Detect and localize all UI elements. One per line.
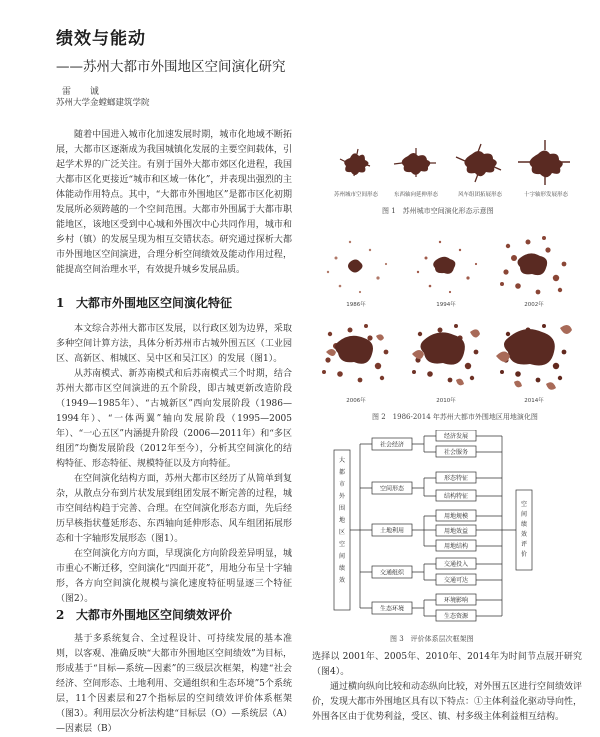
system-label: 社会经济 — [379, 441, 405, 449]
factor-box — [436, 490, 476, 501]
figure-3-caption: 图 3 评价体系层次框架图 — [390, 635, 474, 643]
form-1-image — [340, 149, 370, 176]
map-year-label: 1994年 — [436, 302, 456, 308]
target-label: 大都市外围地区空间绩效 — [338, 457, 346, 584]
factor-label: 用地效益 — [443, 527, 469, 535]
figure-1 — [312, 128, 582, 204]
intro-block — [56, 128, 292, 278]
section-2-heading — [56, 606, 232, 623]
system-box-ecology — [372, 602, 412, 614]
factor-label: 用地结构 — [443, 542, 469, 550]
factor-label: 形态特征 — [443, 474, 469, 482]
section-2-body — [56, 632, 292, 737]
system-label: 土地利用 — [379, 527, 405, 535]
map-year-label: 2010年 — [436, 398, 456, 404]
factor-label: 环境影响 — [443, 596, 469, 604]
factor-box — [436, 510, 476, 521]
map-1994 — [417, 241, 477, 293]
factor-box — [436, 574, 476, 585]
article-subtitle: ——苏州大都市外围地区空间演化研究 — [56, 59, 286, 75]
form-2-image — [394, 148, 436, 177]
factor-label: 用地规模 — [443, 512, 469, 520]
figure-2-caption: 图 2 1986-2014 年苏州大都市外围地区用地演化图 — [372, 413, 538, 421]
system-label: 生态环境 — [379, 605, 405, 613]
factor-box — [436, 525, 476, 536]
system-label: 交通组织 — [379, 569, 405, 577]
map-2014 — [496, 324, 572, 390]
section-1-paragraph: 从苏南模式、新苏南模式和后苏南模式三个时期，结合苏州大都市区空间演进的五个阶段，即古城更新改造阶段（1949—1985年）、“古城新区”西向发展阶段（1986—1994年）、“一体两翼”轴向发展阶段（1995—2005年）、“一心五区”内涵提升阶段（2006—2011年）和“多区组团”均衡发展阶段（2012年至今），分析其空间演化的结构特征、形态特征、规模特征以及方向特征。 — [56, 369, 292, 469]
factor-label: 生态资源 — [443, 612, 469, 620]
map-year-label: 2002年 — [524, 302, 544, 308]
factor-box — [436, 472, 476, 483]
map-2002 — [500, 236, 566, 294]
factor-label: 社会服务 — [443, 448, 469, 456]
factor-box — [436, 594, 476, 605]
form-label: 东西轴向延伸形态 — [393, 192, 439, 198]
factor-box — [436, 610, 476, 621]
map-1986 — [327, 241, 387, 293]
form-3-image — [456, 144, 501, 182]
figure-1-caption: 图 1 苏州城市空间演化形态示意图 — [382, 207, 494, 215]
affiliation: 苏州大学金螳螂建筑学院 — [56, 98, 150, 108]
form-label: 苏州城市空间形态 — [333, 192, 379, 198]
section-2-paragraph: 基于多系统复合、全过程设计、可持续发展的基本准则，以客观、准确反映“大都市外围地区空间绩效”为目标，形成基于“目标—系统—因素”的三级层次框架，构建“社会经济、空间形态、土地利用、交通组织和生态环境”5个系统层，11个因素层和27个指标层的空间绩效评价体系框架（图3）。利用层次分析法构建“目标层（O）—系统层（A）—因素层（B） — [56, 634, 292, 734]
factor-box — [436, 446, 476, 457]
system-box-social-economy — [372, 438, 412, 450]
figure-3 — [312, 430, 582, 630]
factor-box — [436, 540, 476, 551]
section-1-heading — [56, 294, 232, 311]
intro-paragraph: 随着中国进入城市化加速发展时期，城市化地域不断拓展，大都市区逐渐成为我国城镇化发展的主要空间载体，引起学术界的广泛关注。有别于国外大都市郊区化进程，我国大都市区化更接近“城市和区域一体化”，并表现出强烈的主体能动作用特点。其中，“大都市外围地区”是都市区化初期发展所必须跨越的一个空间范围。大都市外围属于大都市职能地区，该地区受到中心城和外围次中心共同作用，城市和乡村（镇）的发展呈现为相互交错状态。研究通过探析大都市外围地区空间演进，合理分析空间绩效及能动作用过程，能提高空间治理水平，有效提升城乡发展品质。 — [56, 130, 292, 275]
result-label: 空间绩效评价 — [520, 501, 528, 558]
section-1-number: 1 — [56, 296, 65, 310]
system-box-land-use — [372, 524, 412, 536]
form-4-image — [518, 140, 570, 185]
factor-label: 经济发展 — [443, 432, 469, 440]
system-box-spatial-form — [372, 482, 412, 494]
system-box-traffic — [372, 566, 412, 578]
figure-2 — [312, 220, 582, 410]
factor-label: 交通可达 — [443, 576, 469, 584]
section-2-number: 2 — [56, 608, 65, 622]
section-2-title: 大都市外围地区空间绩效评价 — [76, 608, 233, 622]
section-1-paragraph: 本文综合苏州大都市区发展，以行政区划为边界，采取多种空间计算方法，具体分析苏州市古城外围五区（工业园区、高新区、相城区、吴中区和吴江区）的发展（图1）。 — [56, 324, 292, 364]
factor-label: 结构特征 — [443, 492, 469, 500]
section-1-title: 大都市外围地区空间演化特征 — [76, 296, 233, 310]
section-1-paragraph: 在空间演化方向方面，早现演化方向阶段差异明显，城市重心不断迁移，空间演化“四面开花”，用地分布呈十字轴形，各方向空间演化规模与演化速度特征明显逐三个特征（图2）。 — [56, 549, 292, 604]
system-label: 空间形态 — [379, 485, 405, 493]
section-1-paragraph: 在空间演化结构方面，苏州大都市区经历了从简单到复杂，从散点分布到片状发展到组团发展不断完善的过程，城市空间结构趋于完善、合理。在空间演化形态方面，先后经历早核指状蔓延形态、东西轴向延伸形态、风车组团拓展形态和十字轴形发展形态（图1）。 — [56, 474, 292, 544]
right-paragraph: 通过横向纵向比较和动态纵向比较，对外围五区进行空间绩效评价，发现大都市外围地区具有以下特点：①主体利益化驱动导向性，外围各区由于优势利益，受区、镇、村多级主体利益相互结构。 — [312, 682, 583, 722]
right-column-text — [312, 650, 582, 725]
map-year-label: 1986年 — [346, 302, 366, 308]
form-label: 风车组团拓展形态 — [457, 192, 503, 198]
section-1-body — [56, 322, 292, 607]
article-title: 绩效与能动 — [56, 29, 146, 49]
factor-box — [436, 558, 476, 569]
factor-label: 交通投入 — [443, 560, 469, 568]
map-year-label: 2014年 — [524, 398, 544, 404]
map-year-label: 2006年 — [346, 398, 366, 404]
right-paragraph: 选择以 2001年、2005年、2010年、2014年为时间节点展开研究（图4）。 — [312, 652, 582, 677]
factor-box — [436, 430, 476, 441]
map-2010 — [412, 324, 480, 385]
form-label: 十字轴形发展形态 — [523, 192, 569, 198]
map-2006 — [322, 324, 388, 382]
author: 雷 诚 — [62, 87, 107, 97]
